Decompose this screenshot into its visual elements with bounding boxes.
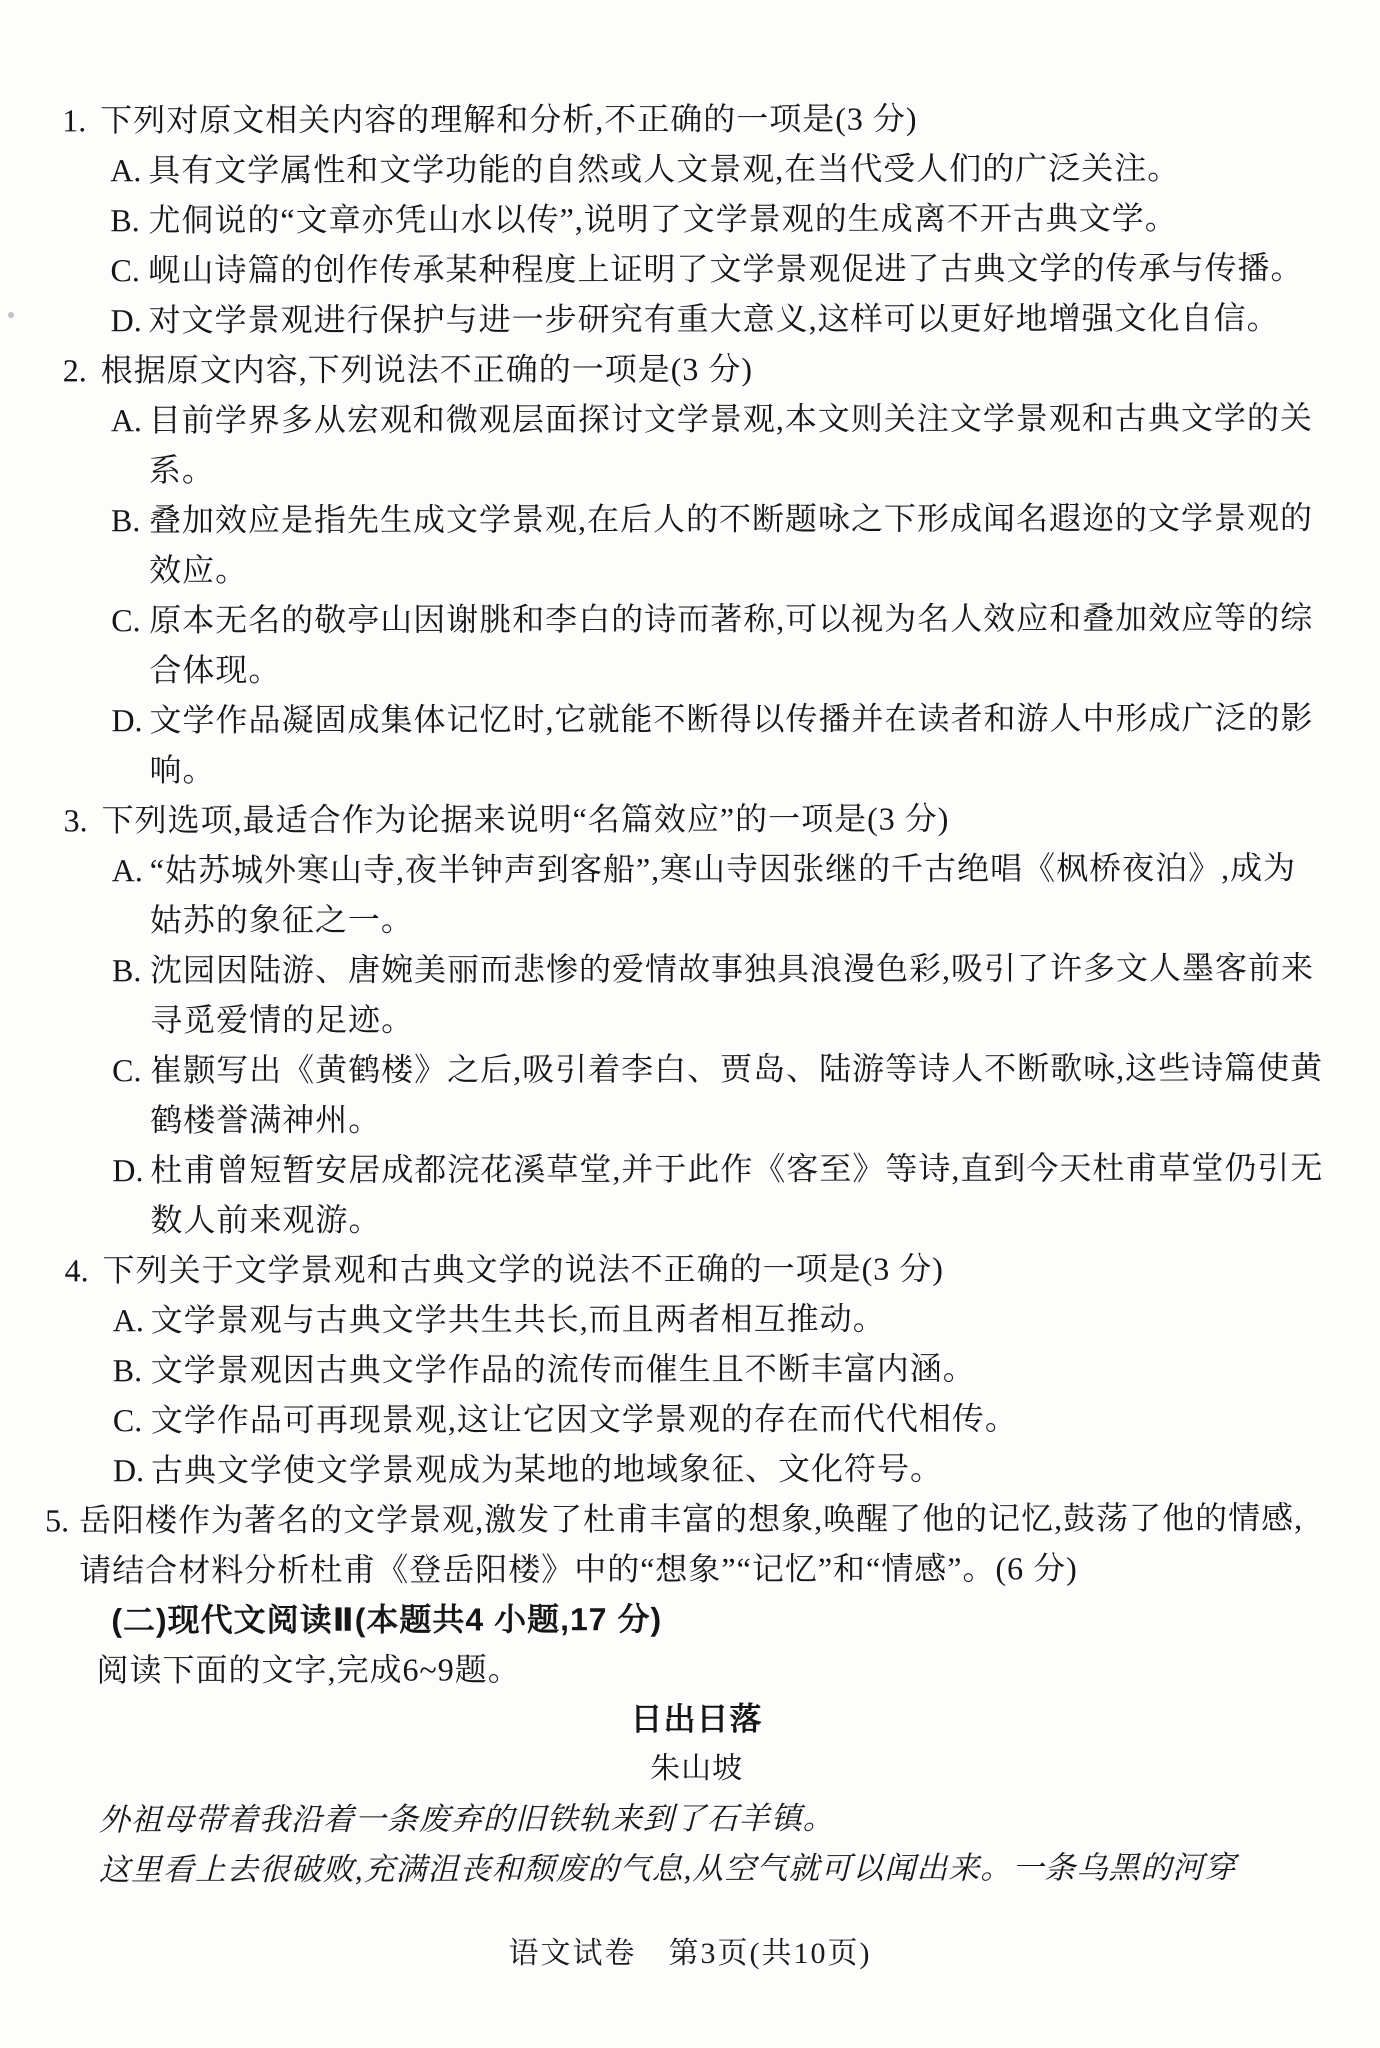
question-3-text: 下列选项,最适合作为论据来说明“名篇效应”的一项是(3 分) <box>101 800 950 839</box>
question-5-number: 5. <box>45 1502 70 1539</box>
question-3-option-c <box>64 1043 1326 1146</box>
question-2-option-a <box>63 393 1325 496</box>
option-text: 文学作品可再现景观,这让它因文学景观的存在而代代相传。 <box>150 1400 1018 1439</box>
question-1-text: 下列对原文相关内容的理解和分析,不正确的一项是(3 分) <box>100 100 918 139</box>
question-3-option-b <box>64 943 1326 1046</box>
question-5-stem <box>45 1493 1327 1596</box>
section-heading: (二)现代文阅读Ⅱ(本题共4 小题,17 分) <box>111 1601 663 1639</box>
exam-content <box>45 93 1328 1896</box>
option-label-a: A. <box>110 152 142 189</box>
story-paragraph-2: 这里看上去很破败,充满沮丧和颓废的气息,从空气就可以闻出来。一条乌黑的河穿 <box>98 1849 1237 1888</box>
question-3-option-d <box>64 1143 1326 1246</box>
story-author: 朱山坡 <box>650 1751 744 1786</box>
question-1-number: 1. <box>62 102 87 139</box>
option-label-d: D. <box>112 1452 145 1489</box>
option-text: 具有文学属性和文学功能的自然或人文景观,在当代受人们的广泛关注。 <box>148 149 1181 189</box>
option-label-a: A. <box>110 402 142 439</box>
story-paragraph-1: 外祖母带着我沿着一条废弃的旧铁轨来到了石羊镇。 <box>98 1800 835 1838</box>
question-2-option-d <box>63 693 1325 796</box>
question-2-option-b <box>63 493 1325 596</box>
option-text: 文学景观与古典文学共生共长,而且两者相互推动。 <box>150 1300 886 1339</box>
question-1-stem <box>62 93 1324 146</box>
option-text: 岘山诗篇的创作传承某种程度上证明了文学景观促进了古典文学的传承与传播。 <box>148 249 1304 289</box>
question-4-option-b <box>65 1343 1327 1396</box>
question-4-number: 4. <box>64 1252 89 1289</box>
question-1-option-a <box>62 143 1324 196</box>
option-label-a: A. <box>112 1302 144 1339</box>
option-label-b: B. <box>110 502 141 539</box>
option-label-c: C. <box>111 602 141 639</box>
option-label-b: B. <box>110 202 140 239</box>
question-4-stem <box>65 1243 1327 1296</box>
option-text: “姑苏城外寒山寺,夜半钟声到客船”,寒山寺因张继的千古绝唱《枫桥夜泊》,成为姑苏的象征之一。 <box>149 849 1297 939</box>
question-3-option-a <box>64 843 1326 946</box>
option-label-b: B. <box>112 1352 143 1389</box>
question-2-number: 2. <box>62 352 87 389</box>
option-text: 沈园因陆游、唐婉美丽而悲惨的爱情故事独具浪漫色彩,吸引了许多文人墨客前来寻觅爱情的足迹。 <box>149 949 1314 1039</box>
option-label-a: A. <box>111 852 143 889</box>
question-2-text: 根据原文内容,下列说法不正确的一项是(3 分) <box>100 350 754 389</box>
story-title: 日出日落 <box>630 1700 763 1738</box>
option-text: 古典文学使文学景观成为某地的地域象征、文化符号。 <box>150 1450 944 1489</box>
question-4-option-c <box>65 1393 1327 1446</box>
option-label-d: D. <box>110 302 142 339</box>
question-5-text: 岳阳楼作为著名的文学景观,激发了杜甫丰富的想象,唤醒了他的记忆,鼓荡了他的情感,请结合材料分析杜甫《登岳阳楼》中的“想象”“记忆”和“情感”。(6 分) <box>79 1499 1304 1589</box>
option-text: 原本无名的敬亭山因谢朓和李白的诗而著称,可以视为名人效应和叠加效应等的综合体现。 <box>149 599 1314 689</box>
question-3-number: 3. <box>63 802 88 839</box>
question-1-option-b <box>62 193 1324 246</box>
option-text: 文学景观因古典文学作品的流传而催生且不断丰富内涵。 <box>150 1350 976 1389</box>
page-footer: 语文试卷 第3页(共10页) <box>508 1937 872 1970</box>
option-text: 杜甫曾短暂安居成都浣花溪草堂,并于此作《客至》等诗,直到今天杜甫草堂仍引无数人前来观游。 <box>150 1149 1324 1239</box>
option-label-c: C. <box>112 1052 142 1089</box>
question-2-stem <box>63 343 1325 396</box>
question-2-option-c <box>63 593 1325 696</box>
option-text: 叠加效应是指先生成文学景观,在后人的不断题咏之下形成闻名遐迩的文学景观的效应。 <box>148 499 1314 589</box>
option-text: 尤侗说的“文章亦凭山水以传”,说明了文学景观的生成离不开古典文学。 <box>148 199 1178 239</box>
option-label-c: C. <box>112 1402 143 1439</box>
scan-artifact-dot <box>8 312 14 318</box>
option-text: 对文学景观进行保护与进一步研究有重大意义,这样可以更好地增强文化自信。 <box>148 299 1280 339</box>
option-text: 崔颢写出《黄鹤楼》之后,吸引着李白、贾岛、陆游等诗人不断歌咏,这些诗篇使黄鹤楼誉满神州。 <box>150 1049 1324 1139</box>
option-text: 目前学界多从宏观和微观层面探讨文学景观,本文则关注文学景观和古典文学的关系。 <box>148 399 1313 489</box>
option-label-c: C. <box>110 252 140 289</box>
reading-instruction: 阅读下面的文字,完成6~9题。 <box>96 1651 521 1689</box>
question-4-option-a <box>65 1293 1327 1346</box>
option-label-d: D. <box>112 1152 144 1189</box>
question-4-text: 下列关于文学景观和古典文学的说法不正确的一项是(3 分) <box>102 1250 944 1289</box>
option-label-d: D. <box>111 702 143 739</box>
question-3-stem <box>64 793 1326 846</box>
question-1-option-c <box>62 243 1324 296</box>
option-text: 文学作品凝固成集体记忆时,它就能不断得以传播并在读者和游人中形成广泛的影响。 <box>149 699 1314 789</box>
question-4-option-d <box>65 1443 1327 1496</box>
question-1-option-d <box>63 293 1325 346</box>
option-label-b: B. <box>111 952 142 989</box>
